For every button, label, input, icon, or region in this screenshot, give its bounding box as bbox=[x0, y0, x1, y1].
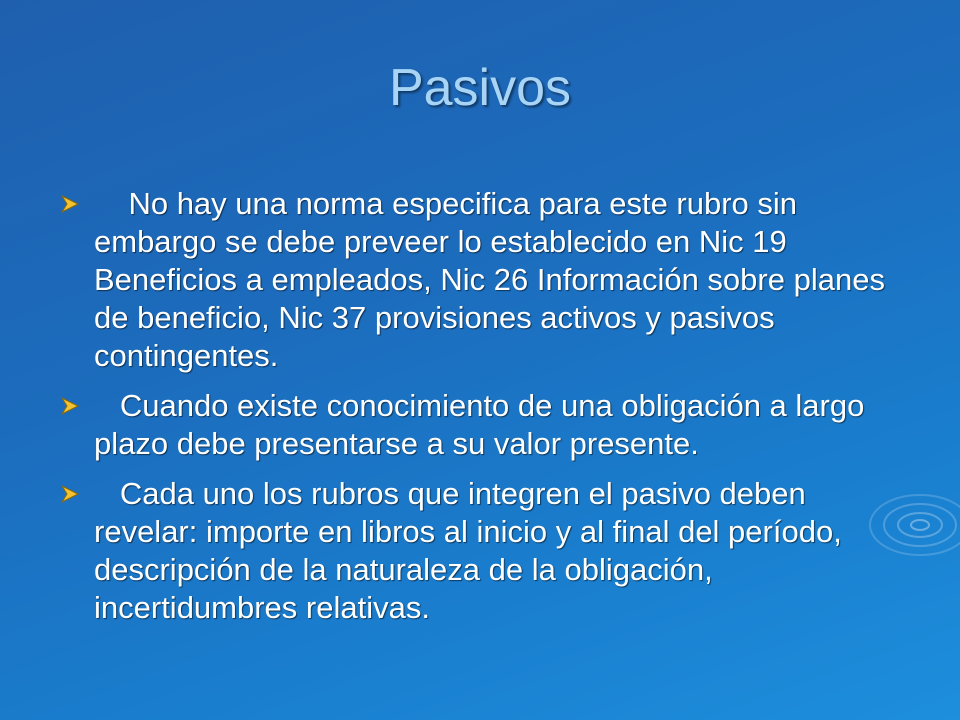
bullet-text: Cada uno los rubros que integren el pasivo deben revelar: importe en libros al inicio y al final del período, descripción de la naturaleza de la obligación, incertidumbres relativas. bbox=[94, 476, 851, 625]
arrow-bullet-icon bbox=[60, 396, 80, 416]
bullet-item bbox=[52, 387, 912, 463]
slide-title: Pasivos bbox=[388, 59, 572, 117]
bullet-item bbox=[52, 185, 912, 375]
bullet-text: No hay una norma especifica para este rubro sin embargo se debe preveer lo establecido en Nic 19 Beneficios a empleados, Nic 26 Información sobre planes de beneficio, Nic 37 provisiones activos y pasivos contingentes. bbox=[94, 186, 894, 373]
bullet-item bbox=[52, 475, 912, 627]
bullet-list bbox=[52, 185, 912, 639]
arrow-bullet-icon bbox=[60, 194, 80, 214]
bullet-text: Cuando existe conocimiento de una obligación a largo plazo debe presentarse a su valor presente. bbox=[94, 388, 873, 461]
arrow-bullet-icon bbox=[60, 484, 80, 504]
